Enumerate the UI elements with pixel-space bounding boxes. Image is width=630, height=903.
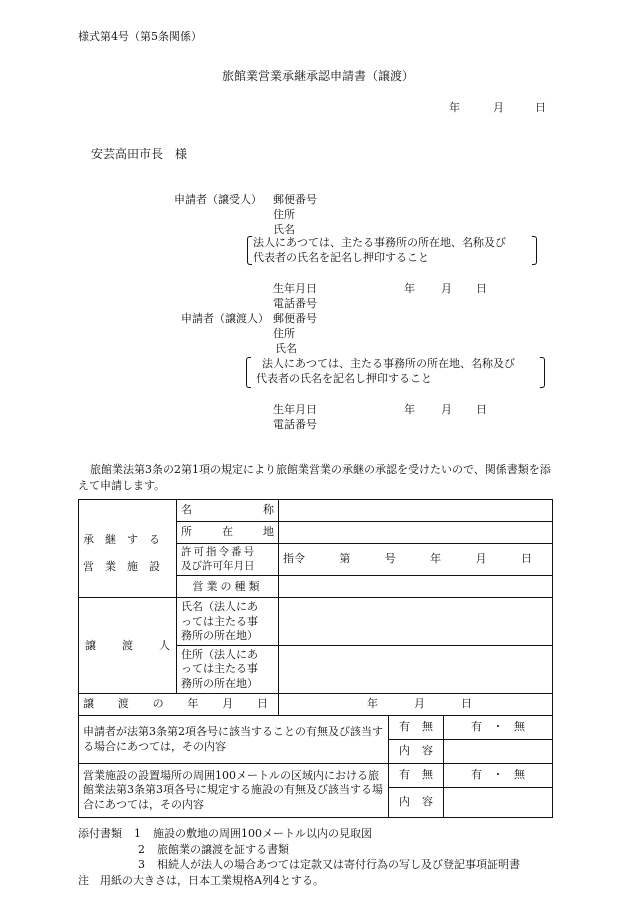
attachment-item-3: 3 相続人が法人の場合あつては定款又は寄付行為の写し及び登記事項証明書 — [138, 858, 520, 871]
q1-content-value[interactable] — [444, 740, 553, 764]
facility-label-line1: 承 継 す る — [83, 533, 160, 547]
q1-text: 申請者が法第3条第2項各号に該当することの有無及び該当する場合にあつては，その内容 — [79, 716, 389, 764]
transferor-bracket-right — [540, 357, 545, 388]
transferee-note-line1: 法人にあつては、主たる事務所の所在地、名称及び — [253, 236, 506, 249]
transferor-name-value[interactable] — [279, 598, 553, 646]
facility-label-cell — [79, 500, 177, 598]
permit-value[interactable]: 指令 第 号 年 月 日 — [279, 544, 553, 576]
permit-label: 許可指令番号 及び許可年月日 — [177, 544, 279, 576]
transferor-birth-year: 年 — [404, 403, 415, 416]
form-number: 様式第4号（第5条関係） — [78, 30, 202, 43]
transferee-birth-month: 月 — [441, 282, 452, 295]
q1-presence-label: 有 無 — [389, 716, 444, 740]
transferee-address-label: 住所 — [273, 208, 295, 221]
transferee-name-label: 氏名 — [273, 223, 295, 236]
date-line — [449, 101, 546, 115]
q2-content-label: 内 容 — [389, 788, 444, 818]
attachments-heading: 添付書類 — [78, 827, 122, 840]
addressee: 安芸高田市長 様 — [91, 147, 188, 161]
business-type-value[interactable] — [279, 576, 553, 598]
q1-content-label: 内 容 — [389, 740, 444, 764]
transferor-phone-label: 電話番号 — [273, 418, 317, 431]
transferor-birth-day: 日 — [476, 403, 487, 416]
facility-name-value[interactable] — [279, 500, 553, 522]
transferor-address-value[interactable] — [279, 646, 553, 694]
transferor-heading: 申請者（譲渡人） — [181, 312, 269, 325]
transferor-name-label: 氏名（法人にあ っては主たる事 務所の所在地） — [177, 598, 279, 646]
transferor-address-label: 住所（法人にあ っては主たる事 務所の所在地） — [177, 646, 279, 694]
transferor-note-line2: 代表者の氏名を記名し押印すること — [256, 372, 432, 385]
transferee-bracket-left — [247, 236, 252, 265]
facility-name-label: 名 称 — [177, 500, 279, 522]
transferor-bracket-left — [246, 357, 251, 388]
transferor-name-label: 氏名 — [275, 342, 297, 355]
facility-location-value[interactable] — [279, 522, 553, 544]
transferor-birth-month: 月 — [441, 403, 452, 416]
date-year: 年 — [449, 101, 460, 114]
transferor-address-label: 住所 — [273, 327, 295, 340]
attachments-section — [78, 826, 520, 888]
transferor-label-cell: 譲 渡 人 — [79, 598, 177, 694]
footnote: 注 用紙の大きさは，日本工業規格A列4とする。 — [78, 873, 324, 887]
application-table — [78, 499, 553, 818]
attachment-item-1: 添付書類 1 施設の敷地の周囲100メートル以内の見取図 — [78, 827, 372, 840]
transferee-birth-label: 生年月日 — [273, 282, 317, 295]
transferor-birth-label: 生年月日 — [273, 403, 317, 416]
facility-location-label: 所 在 地 — [177, 522, 279, 544]
q2-presence-value[interactable]: 有 ・ 無 — [444, 764, 553, 788]
transferor-postal-label: 郵便番号 — [273, 312, 317, 325]
transferor-note-line1: 法人にあつては、主たる事務所の所在地、名称及び — [262, 357, 515, 370]
transferee-postal-label: 郵便番号 — [273, 193, 317, 206]
q2-text: 営業施設の設置場所の周囲100メートルの区域内における旅館業法第3条第3項各号に規定する施設の有無及び該当する場合にあつては，その内容 — [79, 764, 389, 818]
transferee-birth-year: 年 — [404, 282, 415, 295]
facility-label-line2: 営 業 施 設 — [83, 559, 160, 573]
attachment-item-2: 2 旅館業の譲渡を証する書類 — [138, 842, 289, 856]
transferee-bracket-right — [532, 236, 537, 265]
body-paragraph: 旅館業法第3条の2第1項の規定により旅館業営業の承継の承認を受けたいので、関係書類を添えて申請します。 — [78, 463, 551, 492]
business-type-label: 営業の種類 — [177, 576, 279, 598]
q1-presence-value[interactable]: 有 ・ 無 — [444, 716, 553, 740]
transferee-heading: 申請者（譲受人） — [174, 193, 262, 206]
transferee-note-line2: 代表者の氏名を記名し押印すること — [253, 251, 429, 264]
transferee-birth-day: 日 — [476, 282, 487, 295]
transfer-date-label: 譲 渡 の 年 月 日 — [79, 694, 279, 716]
transfer-date-value[interactable]: 年 月 日 — [279, 694, 553, 716]
q2-presence-label: 有 無 — [389, 764, 444, 788]
q2-content-value[interactable] — [444, 788, 553, 818]
date-month: 月 — [493, 101, 504, 114]
document-title: 旅館業営業承継承認申請書（譲渡） — [222, 69, 415, 83]
transferee-phone-label: 電話番号 — [273, 297, 317, 310]
date-day: 日 — [535, 101, 546, 114]
